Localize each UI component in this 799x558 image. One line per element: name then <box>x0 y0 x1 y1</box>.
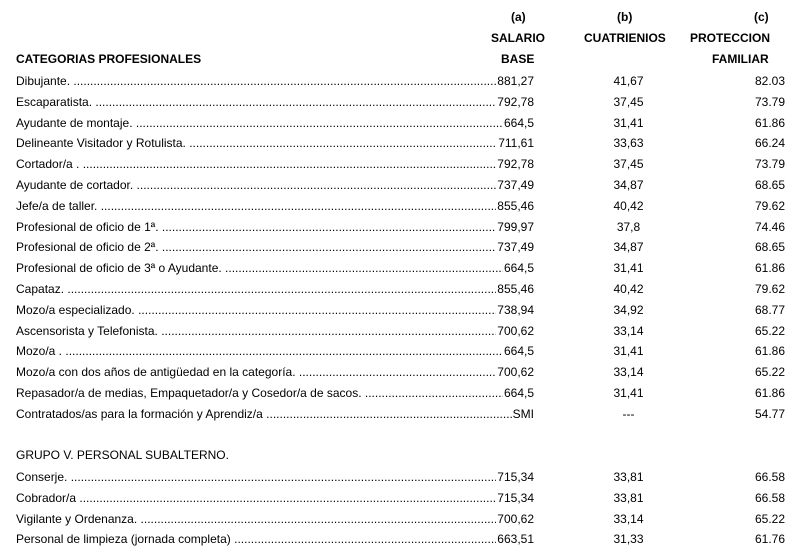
cuatrienios-value: 40,42 <box>613 282 644 296</box>
table-row <box>16 219 786 236</box>
category-label: Conserje. ..... <box>16 469 496 486</box>
salario-base-value: 715,34 <box>497 490 534 505</box>
category-label: Escaparatista. ..... <box>16 94 496 111</box>
proteccion-familiar-value: 61.76 <box>754 532 785 547</box>
table-row <box>16 198 786 215</box>
cuatrienios-value: 34,87 <box>613 240 644 255</box>
proteccion-familiar-value: 61.86 <box>754 261 785 276</box>
category-label: Cobrador/a ..... <box>16 490 496 507</box>
proteccion-familiar-value: 66.58 <box>754 490 785 505</box>
proteccion-familiar-value: 65.22 <box>754 323 785 338</box>
proteccion-familiar-value: 65.22 <box>754 365 785 380</box>
category-label: Mozo/a . ..... <box>16 343 503 360</box>
table-row <box>16 323 786 340</box>
col-c-letter: (c) <box>754 10 769 24</box>
table-row <box>16 156 786 173</box>
cuatrienios-value: 41,67 <box>613 74 644 88</box>
proteccion-familiar-value: 73.79 <box>754 157 785 172</box>
table-row <box>16 406 786 423</box>
proteccion-familiar-value: 68.65 <box>754 240 785 255</box>
salario-base-value: 737,49 <box>497 240 534 255</box>
salario-base-value: 737,49 <box>497 178 534 192</box>
category-label: Profesional de oficio de 3ª o Ayudante. ..... <box>16 260 503 277</box>
table-row <box>16 260 786 277</box>
proteccion-familiar-value: 66.58 <box>754 470 785 484</box>
salario-base-value: 700,62 <box>497 511 534 526</box>
table-row <box>16 531 786 548</box>
category-label: Contratados/as para la formación y Aprendiz/a ..... <box>16 406 512 423</box>
proteccion-familiar-value: 79.62 <box>754 198 785 213</box>
table-row <box>16 511 786 528</box>
table-row <box>16 115 786 132</box>
table-row <box>16 239 786 256</box>
salario-base-value: 664,5 <box>503 115 534 130</box>
cuatrienios-value: 33,81 <box>613 470 644 484</box>
table-row <box>16 94 786 111</box>
salario-base-value: 700,62 <box>497 365 534 380</box>
cuatrienios-value: 33,14 <box>613 365 644 380</box>
cuatrienios-value: 31,41 <box>613 115 644 130</box>
cuatrienios-value: 33,81 <box>613 490 644 505</box>
proteccion-familiar-value: 61.86 <box>754 386 785 400</box>
table-row <box>16 490 786 507</box>
salario-base-value: 664,5 <box>503 261 534 276</box>
category-label: Ayudante de montaje. ..... <box>16 115 503 132</box>
col-a-header-line1: SALARIO <box>491 31 545 45</box>
salario-base-value: 792,78 <box>497 157 534 172</box>
proteccion-familiar-value: 54.77 <box>754 406 785 421</box>
cuatrienios-value: 34,92 <box>613 302 644 317</box>
cuatrienios-value: --- <box>622 406 635 421</box>
table-row <box>16 343 786 360</box>
proteccion-familiar-value: 79.62 <box>754 282 785 296</box>
cuatrienios-value: 40,42 <box>613 198 644 213</box>
proteccion-familiar-value: 68.77 <box>754 302 785 317</box>
category-label: Mozo/a con dos años de antigüedad en la categoría. ..... <box>16 364 496 381</box>
table-row <box>16 281 786 298</box>
category-label: Repasador/a de medias, Empaquetador/a y Cosedor/a de sacos. ..... <box>16 385 503 402</box>
proteccion-familiar-value: 82.03 <box>754 74 785 88</box>
salario-base-value: 700,62 <box>497 323 534 338</box>
col-b-header: CUATRIENIOS <box>584 31 666 45</box>
proteccion-familiar-value: 61.86 <box>754 344 785 359</box>
category-label: Profesional de oficio de 1ª. ..... <box>16 219 496 236</box>
proteccion-familiar-value: 66.24 <box>754 136 785 151</box>
table-row <box>16 177 786 194</box>
col-c-header-line1: PROTECCION <box>690 31 771 45</box>
category-label: Ayudante de cortador. ..... <box>16 177 496 194</box>
table-row <box>16 135 786 152</box>
cuatrienios-value: 33,14 <box>613 511 644 526</box>
salario-base-value: 664,5 <box>503 344 534 359</box>
proteccion-familiar-value: 65.22 <box>754 511 785 526</box>
category-label: Mozo/a especializado. ..... <box>16 302 496 319</box>
cuatrienios-value: 31,41 <box>613 261 644 276</box>
cuatrienios-value: 33,63 <box>613 136 644 151</box>
col-a-letter: (a) <box>511 10 526 24</box>
cuatrienios-value: 37,45 <box>613 157 644 172</box>
category-label: Dibujante. ..... <box>16 73 496 90</box>
section-title: GRUPO V. PERSONAL SUBALTERNO. <box>16 448 229 462</box>
salario-base-value: SMI <box>512 406 534 421</box>
proteccion-familiar-value: 73.79 <box>754 94 785 109</box>
category-label: Personal de limpieza (jornada completa) ..... <box>16 531 496 548</box>
table-row <box>16 385 786 402</box>
category-label: Vigilante y Ordenanza. ..... <box>16 511 496 528</box>
category-label: Jefe/a de taller. ..... <box>16 198 496 215</box>
col-c-header-line2: FAMILIAR <box>712 52 769 66</box>
cuatrienios-value: 31,41 <box>613 386 644 400</box>
proteccion-familiar-value: 68.65 <box>754 178 785 192</box>
cuatrienios-value: 31,41 <box>613 344 644 359</box>
cuatrienios-value: 37,45 <box>613 94 644 109</box>
category-label: Capataz. ..... <box>16 281 496 298</box>
salario-base-value: 855,46 <box>497 198 534 213</box>
cuatrienios-value: 37,8 <box>616 219 641 234</box>
category-label: Delineante Visitador y Rotulista. ..... <box>16 135 497 152</box>
cuatrienios-value: 31,33 <box>613 532 644 547</box>
cuatrienios-value: 33,14 <box>613 323 644 338</box>
table-row <box>16 73 786 90</box>
salario-base-value: 799,97 <box>497 219 534 234</box>
category-label: Cortador/a . ..... <box>16 156 496 173</box>
salario-base-value: 738,94 <box>497 302 534 317</box>
salario-base-value: 792,78 <box>497 94 534 109</box>
table-row <box>16 469 786 486</box>
salario-base-value: 855,46 <box>497 282 534 296</box>
col-b-letter: (b) <box>617 10 633 24</box>
col-a-header-line2: BASE <box>501 52 535 66</box>
salario-base-value: 663,51 <box>497 532 534 547</box>
table-row <box>16 364 786 381</box>
salario-base-value: 715,34 <box>497 470 534 484</box>
salario-base-value: 881,27 <box>497 74 534 88</box>
proteccion-familiar-value: 61.86 <box>754 115 785 130</box>
salario-base-value: 711,61 <box>498 136 534 151</box>
categories-header: CATEGORIAS PROFESIONALES <box>16 52 202 66</box>
category-label: Profesional de oficio de 2ª. ..... <box>16 239 496 256</box>
table-row <box>16 302 786 319</box>
salario-base-value: 664,5 <box>503 386 534 400</box>
proteccion-familiar-value: 74.46 <box>754 219 785 234</box>
cuatrienios-value: 34,87 <box>613 178 644 192</box>
category-label: Ascensorista y Telefonista. ..... <box>16 323 496 340</box>
